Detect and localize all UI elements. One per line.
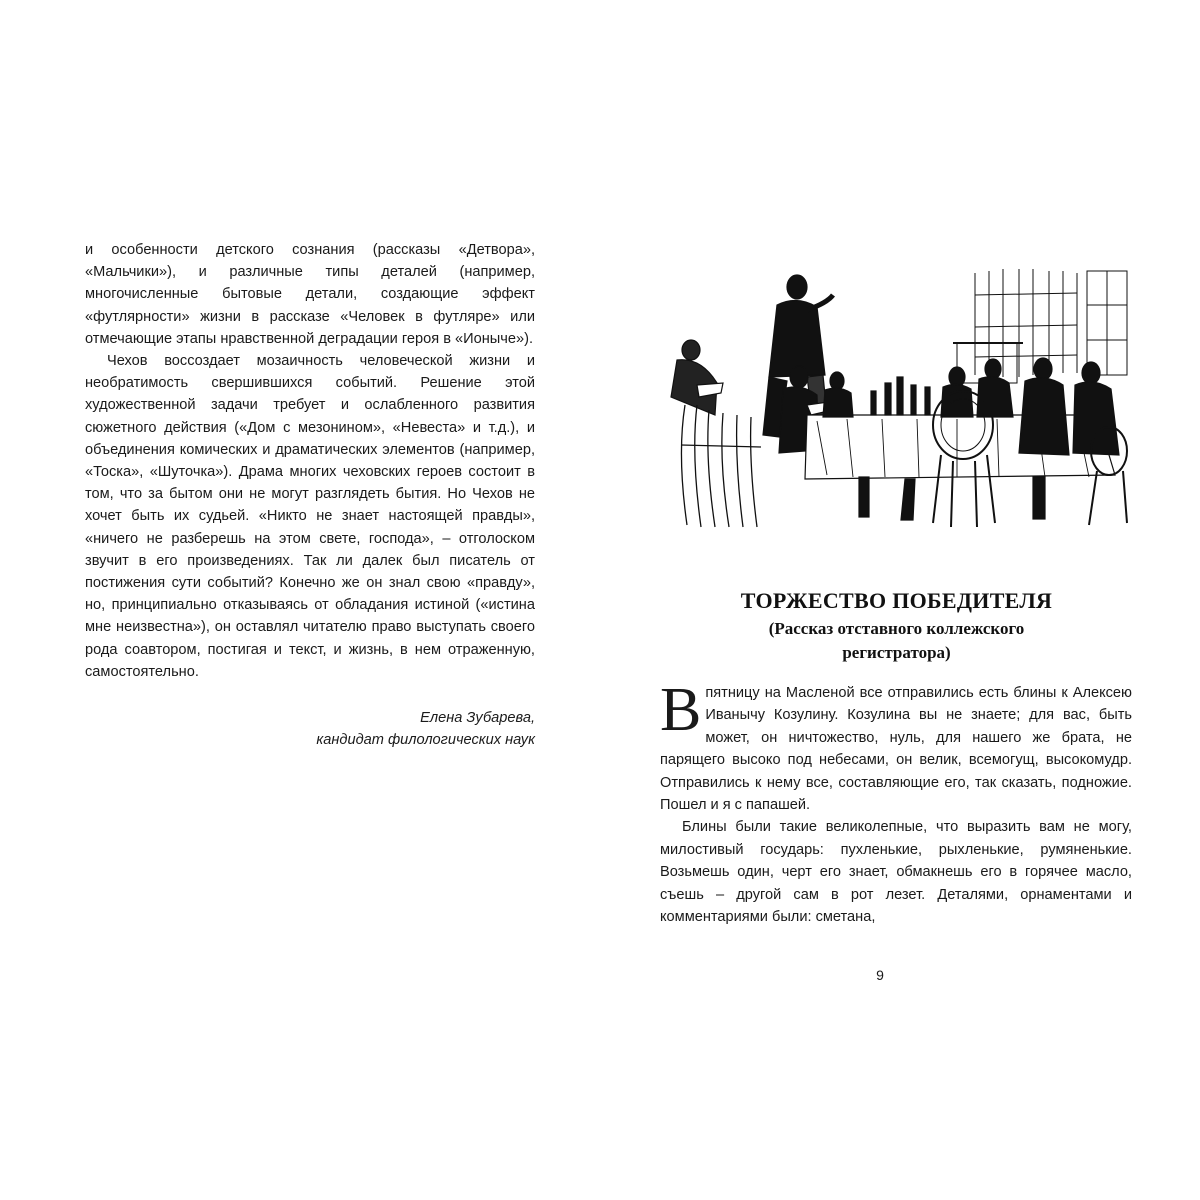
left-figure (671, 340, 723, 415)
dinner-party-illustration (657, 265, 1135, 535)
drop-cap: В (660, 676, 702, 744)
signature-title: кандидат филологических наук (316, 732, 535, 748)
story-title: ТОРЖЕСТВО ПОБЕДИТЕЛЯ (740, 588, 1053, 613)
left-paragraph-1: и особенности детского сознания (рассказы «Детвора», «Мальчики»), и различные типы деталей (например, многочисленные бытовые детали, создающие эффект «футлярности» жизни в рассказе «Человек в футляре» или отмечающие этапы нравственной деградации героя в «Ионыче»). (85, 242, 535, 347)
page-number: 9 (876, 967, 884, 983)
story-subtitle-line-2: регистратора) (842, 643, 951, 662)
story-subtitle (660, 617, 1133, 665)
signature-name: Елена Зубарева, (420, 710, 535, 726)
left-chairs (681, 405, 761, 527)
bottles (871, 377, 930, 415)
left-body-text (85, 239, 535, 683)
story-paragraph-2: Блины были такие великолепные, что выразить вам не могу, милостивый государь: пухленькие, рыхленькие, румяненькие. Возьмешь один, черт его знает, обмакнешь его в горячее масло, съешь – другой сам в рот лезет. Деталями, орнаментами и комментариями были: сметана, (660, 819, 1132, 926)
story-paragraph-1 (660, 676, 1132, 816)
left-paragraph-2: Чехов воссоздает мозаичность человеческой жизни и необратимость свершившихся событий. Решение этой художественной задачи требует и ослабленного развития сюжетного действия («Дом с мезонином», «Невеста» и т.д.), и объединения комических и драматических элементов (например, «Тоска», «Шуточка»). Драма многих чеховских героев состоит в том, что за бытом они не могут разглядеть бытия. Но Чехов не хочет быть их судьей. «Никто не знает настоящей правды», «ничего не разберешь на этом свете, господа», – отголоском звучит в его произведениях. Так ли далек был писатель от постижения сути событий? Конечно же он знал свою «правду», но, принципиально отказываясь от обладания истиной («истина мне неизвестна»), он оставлял читателю право выступать своего рода соавтором, постигая и текст, и жизнь, в нем отраженную, самостоятельно. (85, 353, 535, 680)
story-body-text (660, 676, 1132, 928)
story-paragraph-1-text: пятницу на Масленой все отправились есть блины к Алексею Иванычу Козулину. Козулина вы не знаете; для вас, быть может, он ничтожество, нуль, для нашего же брата, не парящего высоко под небесами, он велик, всемогущ, высокомудр. Отправились к нему все, составляющие его, так сказать, подножие. Пошел и я с папашей. (660, 685, 1132, 814)
story-subtitle-line-1: (Рассказ отставного коллежского (768, 619, 1025, 638)
